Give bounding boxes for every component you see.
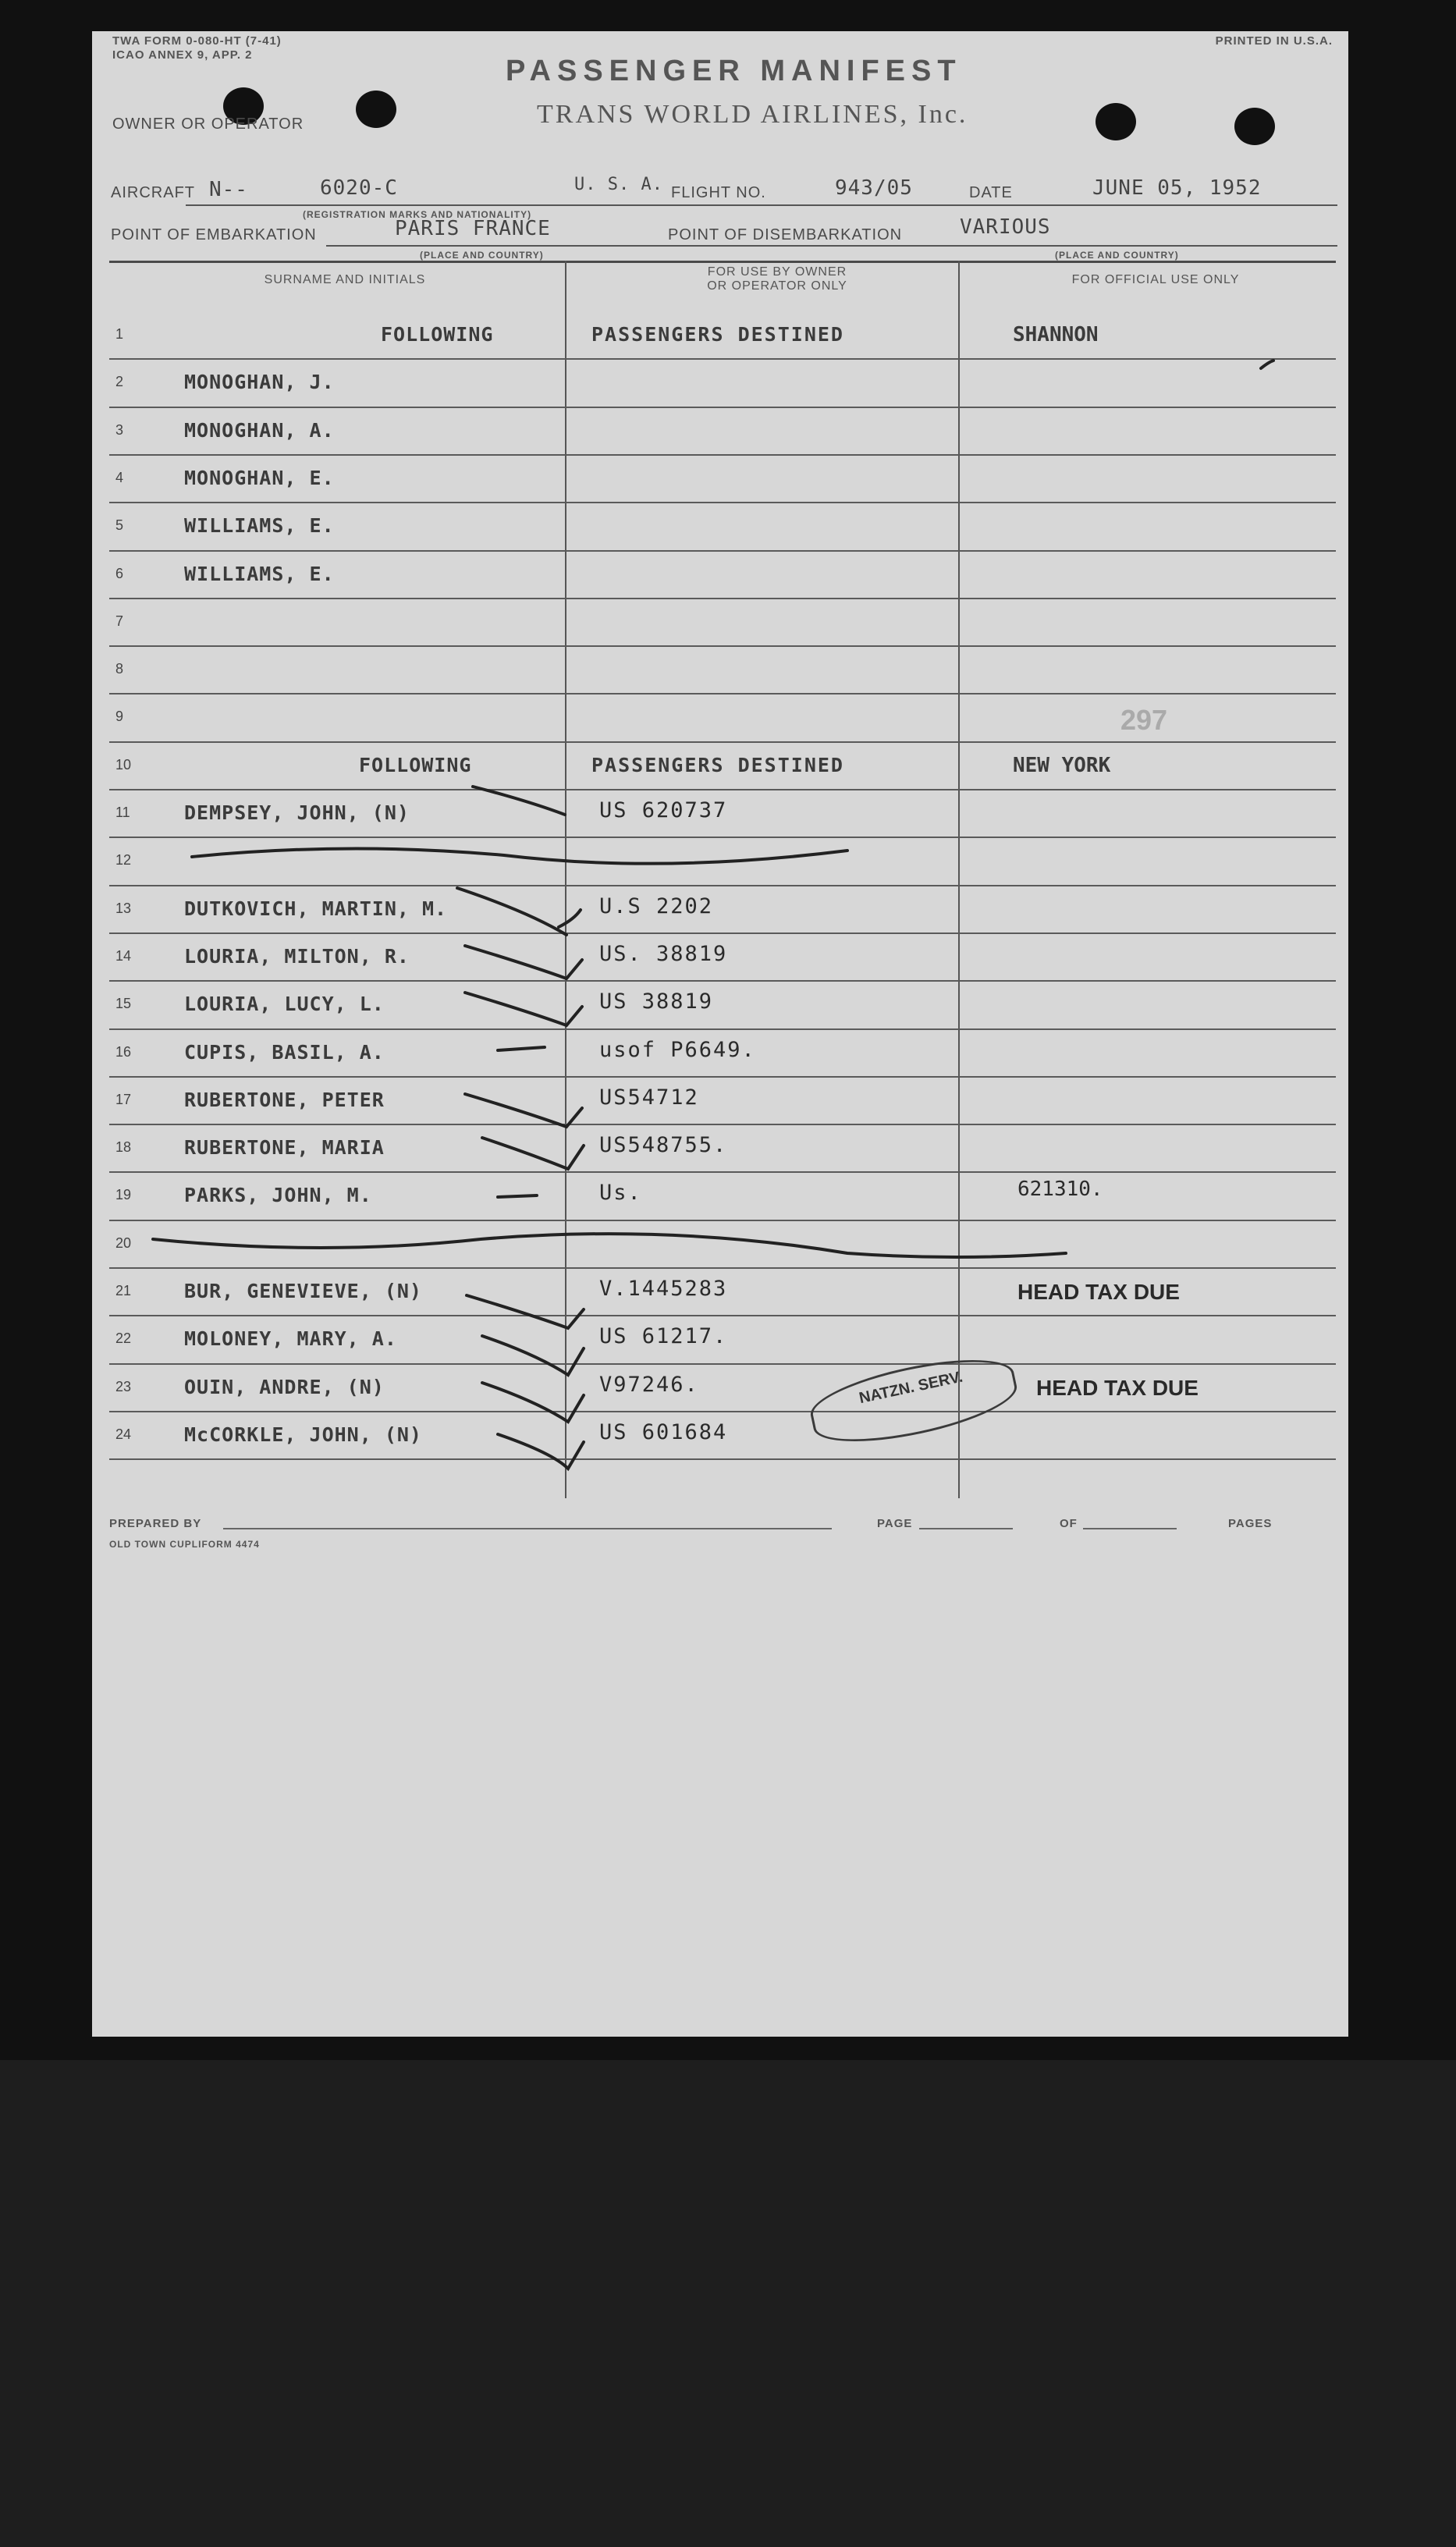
row-rule	[109, 1124, 1336, 1125]
disembark-label: POINT OF DISEMBARKATION	[668, 226, 903, 243]
printed-in: PRINTED IN U.S.A.	[1215, 34, 1333, 48]
passenger-destination: US54712	[599, 1085, 699, 1110]
passenger-name: CUPIS, BASIL, A.	[184, 1040, 385, 1064]
passenger-destination: V.1445283	[599, 1277, 728, 1301]
row-number: 22	[115, 1330, 132, 1347]
row-number: 5	[115, 517, 124, 534]
row-number: 20	[115, 1234, 132, 1251]
owner-label: OWNER OR OPERATOR	[112, 115, 304, 133]
row-rule	[109, 1267, 1336, 1269]
passenger-destination: US 61217.	[599, 1324, 728, 1349]
embark-value: PARIS FRANCE	[395, 217, 551, 240]
row-number: 16	[115, 1043, 132, 1060]
row-number: 11	[115, 805, 130, 820]
passenger-name: LOURIA, MILTON, R.	[184, 944, 410, 968]
col-header-official: FOR OFFICIAL USE ONLY	[1071, 273, 1240, 286]
manifest-sheet	[92, 31, 1348, 2037]
passenger-destination: Us.	[599, 1181, 642, 1206]
row-number: 21	[115, 1283, 132, 1298]
row-number: 7	[115, 613, 124, 629]
row-number: 1	[115, 326, 124, 342]
row-number: 8	[115, 661, 124, 677]
manifest-title: PASSENGER MANIFEST	[506, 55, 962, 87]
row-number: 12	[115, 852, 132, 869]
official-use-note: 621310.	[1017, 1178, 1103, 1202]
page-total-line	[1083, 1528, 1177, 1529]
embark-note: (PLACE AND COUNTRY)	[420, 250, 544, 261]
embark-label: POINT OF EMBARKATION	[111, 226, 317, 243]
passenger-destination: US 601684	[599, 1419, 728, 1444]
row-number: 17	[115, 1091, 132, 1107]
aircraft-label: AIRCRAFT	[111, 184, 195, 201]
row-number: 24	[115, 1426, 132, 1442]
row-number: 3	[115, 421, 124, 438]
passenger-destination: PASSENGERS DESTINED	[591, 753, 844, 776]
row-rule	[109, 741, 1336, 743]
table-top-rule	[109, 261, 1336, 263]
form-number: TWA FORM 0-080-HT (7-41)	[112, 34, 282, 48]
passenger-name: PARKS, JOHN, M.	[184, 1184, 372, 1207]
row-number: 15	[115, 996, 132, 1012]
official-use-note: HEAD TAX DUE	[1017, 1280, 1180, 1304]
row-number: 14	[115, 947, 132, 964]
strike-line	[153, 1234, 1066, 1257]
row-rule	[109, 1411, 1336, 1412]
passenger-name: MOLONEY, MARY, A.	[184, 1327, 397, 1351]
row-number: 23	[115, 1378, 132, 1394]
row-rule	[109, 1458, 1336, 1460]
of-label: OF	[1060, 1517, 1078, 1530]
passenger-name: RUBERTONE, PETER	[184, 1088, 385, 1111]
flight-label: FLIGHT NO.	[671, 184, 766, 201]
row-rule	[109, 693, 1336, 694]
passenger-destination: V97246.	[599, 1372, 699, 1397]
row-rule	[109, 1028, 1336, 1030]
footer-printer-note: OLD TOWN CUPLIFORM 4474	[109, 1539, 260, 1550]
passenger-name: WILLIAMS, E.	[184, 514, 335, 538]
row-rule	[109, 454, 1336, 456]
row-number: 4	[115, 469, 124, 485]
row-rule	[109, 598, 1336, 599]
airline-name: TRANS WORLD AIRLINES, Inc.	[537, 100, 968, 129]
embark-underline	[326, 245, 1337, 247]
pen-mark	[1261, 361, 1273, 368]
row-rule	[109, 837, 1336, 838]
date-value: JUNE 05, 1952	[1092, 176, 1262, 200]
punch-hole	[356, 91, 396, 128]
aircraft-prefix: N--	[209, 178, 248, 201]
passenger-destination: US548755.	[599, 1133, 728, 1158]
prepared-by-line	[223, 1528, 832, 1529]
row-rule	[109, 550, 1336, 552]
row-number: 19	[115, 1187, 132, 1203]
row-rule	[109, 932, 1336, 934]
passenger-name: RUBERTONE, MARIA	[184, 1136, 385, 1160]
row-number: 6	[115, 565, 124, 581]
passenger-name: DUTKOVICH, MARTIN, M.	[184, 897, 448, 920]
check-mark	[457, 888, 566, 935]
passenger-destination: PASSENGERS DESTINED	[591, 323, 844, 346]
row-rule	[109, 407, 1336, 408]
flight-value: 943/05	[835, 176, 913, 200]
aircraft-value: 6020-C	[320, 176, 398, 200]
official-use-note: SHANNON	[1013, 323, 1099, 346]
passenger-name: MONOGHAN, E.	[184, 466, 335, 489]
col-header-owner-line1: FOR USE BY OWNER	[707, 265, 847, 279]
punch-hole	[1096, 103, 1136, 140]
row-rule	[109, 1171, 1336, 1173]
passenger-name: WILLIAMS, E.	[184, 562, 335, 585]
passenger-destination: US 38819	[599, 989, 714, 1014]
disembark-note: (PLACE AND COUNTRY)	[1055, 250, 1179, 261]
check-mark	[482, 1383, 584, 1422]
passenger-name: MONOGHAN, J.	[184, 371, 335, 394]
passenger-name: MONOGHAN, A.	[184, 418, 335, 442]
col-header-owner-line2: OR OPERATOR ONLY	[707, 279, 847, 293]
col-header-surname: SURNAME AND INITIALS	[264, 273, 426, 286]
row-rule	[109, 502, 1336, 503]
dash-mark	[498, 1195, 537, 1197]
passenger-destination: US 620737	[599, 798, 728, 822]
strike-line	[192, 848, 847, 863]
row-number: 13	[115, 900, 132, 916]
row-rule	[109, 358, 1336, 360]
check-mark	[473, 787, 565, 815]
row-number: 10	[115, 756, 132, 773]
passenger-name: OUIN, ANDRE, (N)	[184, 1375, 385, 1398]
check-mark	[482, 1336, 584, 1375]
nationality-value: U. S. A.	[574, 175, 663, 194]
disembark-value: VARIOUS	[960, 215, 1051, 239]
passenger-name: DEMPSEY, JOHN, (N)	[184, 801, 410, 824]
passenger-name: BUR, GENEVIEVE, (N)	[184, 1280, 422, 1302]
official-use-note: HEAD TAX DUE	[1036, 1375, 1199, 1400]
pages-label: PAGES	[1228, 1517, 1273, 1530]
row-number: 9	[115, 709, 124, 725]
passenger-name: FOLLOWING	[359, 753, 472, 776]
date-label: DATE	[969, 184, 1013, 201]
passenger-name: McCORKLE, JOHN, (N)	[184, 1423, 422, 1446]
passenger-destination: US. 38819	[599, 941, 728, 966]
page-stamp-number: 297	[1120, 704, 1168, 736]
icao-annex: ICAO ANNEX 9, APP. 2	[112, 48, 253, 62]
official-use-note: NEW YORK	[1013, 753, 1111, 777]
punch-hole	[1234, 108, 1275, 145]
naturalization-stamp: NATZN. SERV.	[805, 1346, 1022, 1455]
prepared-by-label: PREPARED BY	[109, 1517, 202, 1530]
row-rule	[109, 980, 1336, 982]
row-number: 18	[115, 1139, 132, 1156]
row-rule	[109, 1220, 1336, 1221]
row-rule	[109, 789, 1336, 790]
passenger-destination: U.S 2202	[599, 893, 714, 918]
column-divider	[565, 261, 566, 1498]
row-rule	[109, 645, 1336, 647]
page-number-line	[919, 1528, 1013, 1529]
scanner-background	[0, 2060, 1456, 2547]
check-mark	[482, 1138, 584, 1169]
aircraft-underline	[186, 204, 1337, 206]
row-rule	[109, 885, 1336, 886]
row-rule	[109, 1315, 1336, 1316]
passenger-name: LOURIA, LUCY, L.	[184, 993, 385, 1016]
dash-mark	[498, 1047, 545, 1050]
passenger-destination: usof P6649.	[599, 1037, 756, 1062]
page-label: PAGE	[877, 1517, 913, 1530]
registration-note: (REGISTRATION MARKS AND NATIONALITY)	[303, 209, 532, 220]
check-mark	[498, 1434, 584, 1469]
row-number: 2	[115, 374, 124, 390]
row-rule	[109, 1363, 1336, 1365]
check-mark	[559, 910, 581, 927]
column-divider	[958, 261, 960, 1498]
passenger-name: FOLLOWING	[381, 323, 494, 346]
row-rule	[109, 1076, 1336, 1078]
